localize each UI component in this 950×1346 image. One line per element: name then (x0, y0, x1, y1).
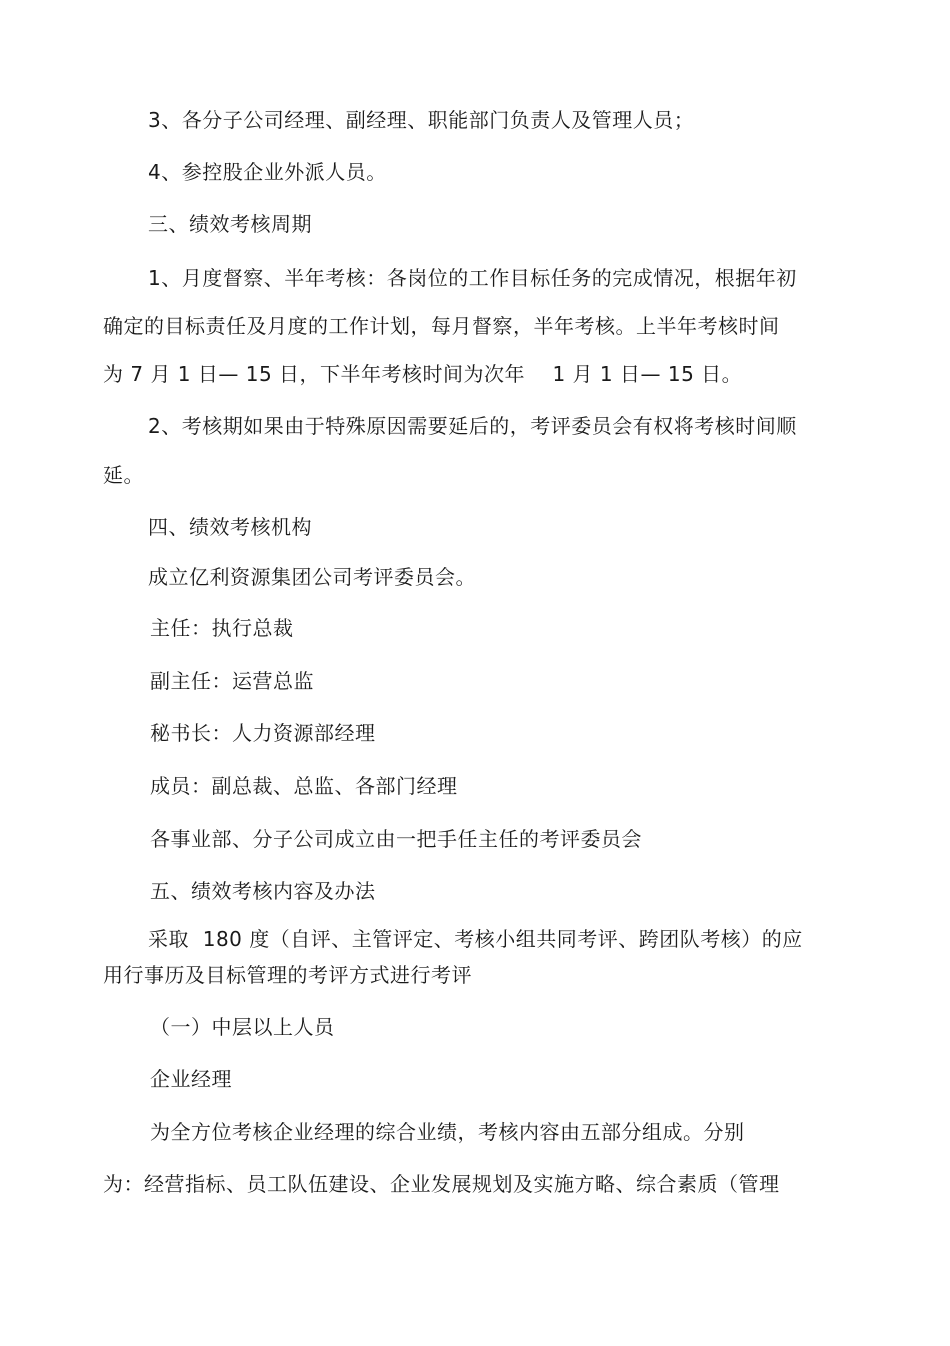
paragraph-line: 2、考核期如果由于特殊原因需要延后的，考评委员会有权将考核时间顺 (148, 414, 797, 438)
paragraph-line: 为全方位考核企业经理的综合业绩，考核内容由五部分组成。分别 (150, 1120, 745, 1144)
section-heading-5: 五、绩效考核内容及办法 (150, 879, 376, 903)
paragraph-line: 为 7 月 1 日— 15 日，下半年考核时间为次年 1 月 1 日— 15 日。 (103, 362, 743, 386)
committee-member-line: 主任：执行总裁 (150, 616, 294, 640)
subsection-title: 企业经理 (150, 1067, 232, 1091)
committee-member-line: 成员：副总裁、总监、各部门经理 (150, 774, 458, 798)
paragraph-line: 用行事历及目标管理的考评方式进行考评 (103, 963, 472, 987)
paragraph-line: 为：经营指标、员工队伍建设、企业发展规划及实施方略、综合素质（管理 (103, 1172, 780, 1196)
list-item-4: 4、参控股企业外派人员。 (148, 160, 387, 184)
committee-member-line: 秘书长：人力资源部经理 (150, 721, 376, 745)
committee-member-line: 副主任：运营总监 (150, 669, 314, 693)
paragraph-line: 1、月度督察、半年考核：各岗位的工作目标任务的完成情况，根据年初 (148, 266, 797, 290)
paragraph-line: 延。 (103, 463, 144, 487)
paragraph-line: 确定的目标责任及月度的工作计划，每月督察，半年考核。上半年考核时间 (103, 314, 780, 338)
paragraph-line: 成立亿利资源集团公司考评委员会。 (148, 565, 476, 589)
subsection-heading: （一）中层以上人员 (150, 1015, 335, 1039)
section-heading-3: 三、绩效考核周期 (148, 212, 312, 236)
paragraph-line: 采取 180 度（自评、主管评定、考核小组共同考评、跨团队考核）的应 (148, 927, 803, 951)
section-heading-4: 四、绩效考核机构 (148, 515, 312, 539)
list-item-3: 3、各分子公司经理、副经理、职能部门负责人及管理人员； (148, 108, 695, 132)
paragraph-line: 各事业部、分子公司成立由一把手任主任的考评委员会 (150, 827, 642, 851)
